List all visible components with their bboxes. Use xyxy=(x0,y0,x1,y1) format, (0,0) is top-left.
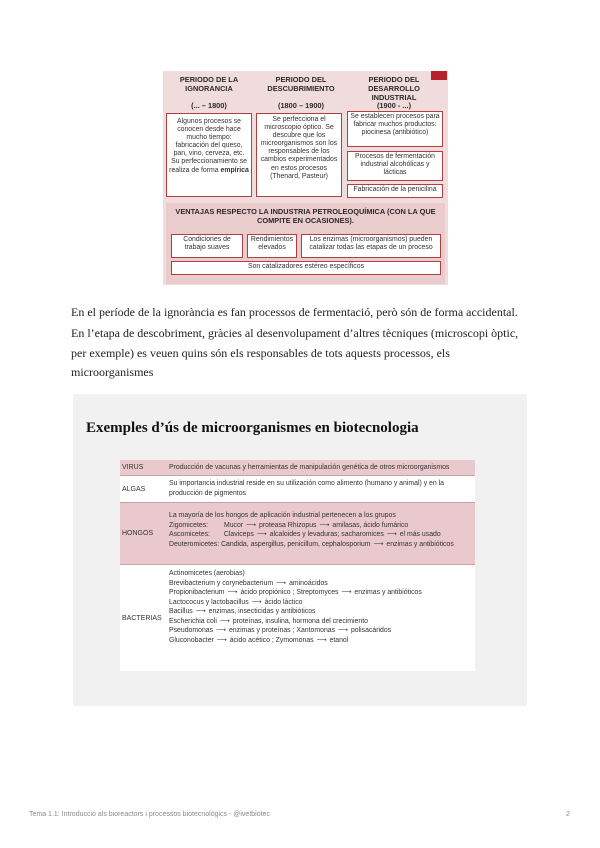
bact-7b: enzimas y proteínas ; Xantomonas xyxy=(228,627,336,634)
advantage-3: Los enzimas (microorganismos) pueden catalizar todas las etapas de un proceso xyxy=(301,234,441,258)
period-title-3: PERIODO DEL DESARROLLO INDUSTRIAL xyxy=(368,75,420,102)
arrow-icon: ⟶ xyxy=(316,636,327,644)
row-bacterias xyxy=(120,565,475,671)
bact-2a: Brevibacterium y corynebacterium xyxy=(169,579,274,587)
arrow-icon: ⟶ xyxy=(195,608,206,615)
hongos-deuteromicetes xyxy=(169,540,475,550)
examples-panel xyxy=(73,394,527,706)
arrow-icon: ⟶ xyxy=(216,636,227,644)
period-years-1: (... – 1800) xyxy=(191,101,227,110)
category-virus: VIRUS xyxy=(122,464,144,471)
bact-line-2 xyxy=(169,579,475,589)
page-number: 2 xyxy=(566,811,570,818)
bact-3b: ácido propiónico ; Streptomyces xyxy=(240,589,339,596)
category-hongos: HONGOS xyxy=(122,530,154,537)
zig-label: Zigomicetes: xyxy=(169,521,209,529)
arrow-icon: ⟶ xyxy=(373,540,384,548)
arrow-icon: ⟶ xyxy=(219,617,230,625)
examples-title: Exemples d’ús de microorganismes en biotecnologia xyxy=(86,420,419,436)
arrow-icon: ⟶ xyxy=(338,627,348,634)
ignorance-text: Algunos procesos se conocen desde hace mucho tiempo: fabricación del queso, pan, vino, cerveza, etc. Su perfeccionamiento se realiza de forma xyxy=(169,118,247,174)
bact-7a: Pseudomonas xyxy=(169,627,214,634)
row-hongos xyxy=(120,503,475,565)
row-algas xyxy=(120,476,475,503)
bact-8c: etanol xyxy=(329,636,349,644)
bact-7c: polisacáridos xyxy=(350,627,392,634)
asc-label: Ascomicetes: xyxy=(169,531,210,538)
arrow-icon: ⟶ xyxy=(341,589,352,596)
bact-4b: ácido láctico xyxy=(264,598,303,606)
periods-diagram xyxy=(163,71,448,285)
hongos-content xyxy=(169,503,475,551)
deu-label: Deuteromicetes: Candida, aspergillus, penicillum, cephalosporium xyxy=(169,540,371,548)
hongos-zigomicetes xyxy=(169,521,475,531)
period-years-2: (1800 – 1900) xyxy=(277,101,325,110)
arrow-icon: ⟶ xyxy=(227,589,238,596)
page-footer: Tema 1.1: Introducció als bioreactors i processos biotecnològics - @ivetbiotec xyxy=(29,811,270,818)
industrial-box-1: Se establecen procesos para fabricar muchos productos: piocinesa (antibiótico) xyxy=(347,111,443,147)
asc-alkaloids: alcaloides y levaduras; sacharomices xyxy=(269,531,384,538)
hongos-ascomicetes xyxy=(169,530,475,540)
industrial-box-2: Procesos de fermentación industrial alcohólicas y lácticas xyxy=(347,151,443,181)
advantage-bottom: Son catalizadores estéreo específicos xyxy=(171,261,441,275)
period-years-3: (1900 - ...) xyxy=(376,101,412,110)
bact-line-5 xyxy=(169,607,475,617)
advantage-1: Condiciones de trabajo suaves xyxy=(171,234,243,258)
bact-8a: Gluconobacter xyxy=(169,636,214,644)
paragraph-discovery: En l’etapa de descobriment, gràcies al desenvolupament d’altres tècniques (microscopi òptic, per exemple) es veuen quins són els responsables de tots aquests processos, els microorganismes xyxy=(71,326,519,379)
bact-line-6 xyxy=(169,617,475,627)
bact-line-7 xyxy=(169,626,475,636)
bact-line-8 xyxy=(169,636,475,646)
bact-3a: Propionibacterium xyxy=(169,589,225,596)
bacterias-content xyxy=(169,565,475,647)
zig-mucor: Mucor xyxy=(223,521,244,529)
category-bacterias: BACTERIAS xyxy=(122,614,162,622)
bact-3c: enzimas y antibióticos xyxy=(354,589,422,596)
arrow-icon: ⟶ xyxy=(246,521,257,529)
bact-line-4 xyxy=(169,598,475,608)
bact-5a: Bacillus xyxy=(169,608,193,615)
period-title-2: PERIODO DEL DESCUBRIMIENTO xyxy=(267,75,335,93)
hongos-intro: La mayoría de los hongos de aplicación industrial pertenecen a los grupos xyxy=(169,512,396,519)
algas-text: Su importancia industrial reside en su utilización como alimento (humano y animal) y en la producción de pigmentos xyxy=(169,480,444,497)
deu-enzymes: enzimas y antibióticos xyxy=(386,540,454,548)
advantages-title: VENTAJAS RESPECTO LA INDUSTRIA PETROLEOQUÍMICA (CON LA QUE COMPITE EN OCASIONES). xyxy=(175,207,436,225)
virus-text: Producción de vacunas y herramientas de manipulación genética de otros microorganismos xyxy=(169,464,450,471)
bact-line-1: Actinomicetes (aerobias) xyxy=(169,570,245,577)
asc-claviceps: Claviceps xyxy=(223,531,254,538)
arrow-icon: ⟶ xyxy=(386,531,397,538)
zig-amylase: amilasas, ácido fumárico xyxy=(332,521,409,529)
paragraph-ignorance: En el període de la ignorància es fan processos de fermentació, però són de forma accidental. xyxy=(71,305,518,319)
discovery-box: Se perfecciona el microscopio óptico. Se descubre que los microorganismos son los responsables de los cambios experimentados en estos procesos (Thenard, Pasteur) xyxy=(256,113,342,197)
zig-protease: proteasa Rhizopus xyxy=(259,521,317,529)
category-algas: ALGAS xyxy=(122,485,146,493)
arrow-icon: ⟶ xyxy=(251,598,262,606)
period-title-1: PERIODO DE LA IGNORANCIA xyxy=(179,75,239,93)
advantage-2: Rendimientos elevados xyxy=(247,234,297,258)
arrow-icon: ⟶ xyxy=(319,521,330,529)
bact-8b: ácido acético ; Zymomonas xyxy=(229,636,314,644)
ignorance-bold: empírica xyxy=(220,166,249,174)
bact-6b: proteínas, insulina, hormona del crecimiento xyxy=(232,617,368,625)
examples-table xyxy=(120,460,475,671)
bact-line-3 xyxy=(169,588,475,598)
bact-2b: aminoácidos xyxy=(289,579,328,587)
arrow-icon: ⟶ xyxy=(216,627,226,634)
bact-6a: Escherichia coli xyxy=(169,617,217,625)
industrial-box-3: Fabricación de la penicilina xyxy=(347,184,443,198)
row-virus xyxy=(120,460,475,476)
bact-4a: Lactococus y lactobacillus xyxy=(169,598,249,606)
arrow-icon: ⟶ xyxy=(276,579,287,587)
ignorance-box xyxy=(166,113,252,197)
arrow-icon: ⟶ xyxy=(256,531,267,538)
asc-most-used: el más usado xyxy=(399,531,441,538)
bact-5b: enzimas, insecticidas y antibióticos xyxy=(208,608,316,615)
